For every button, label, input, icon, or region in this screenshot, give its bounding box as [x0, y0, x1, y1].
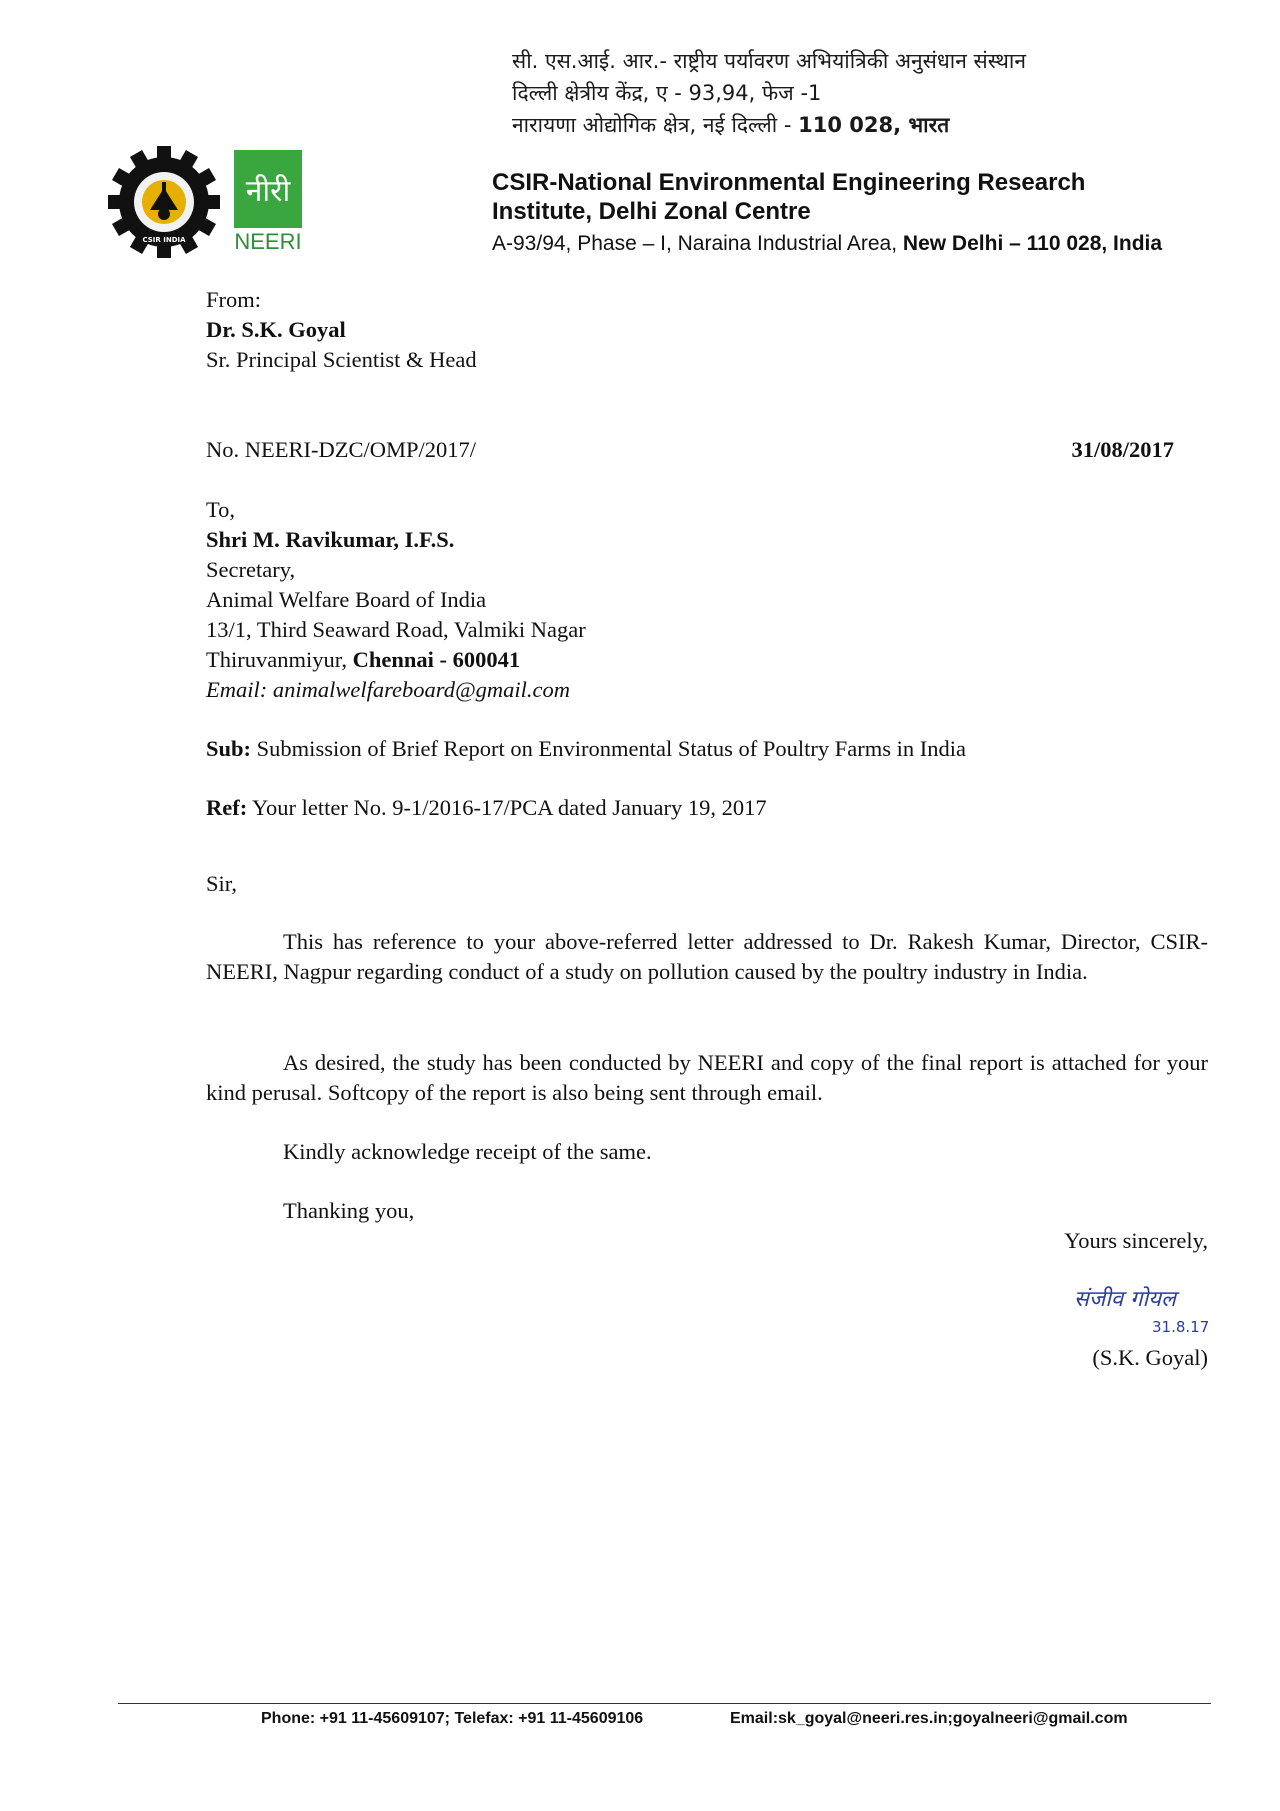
neeri-hindi-logo-text: नीरी [245, 173, 291, 209]
recipient-locality: Thiruvanmiyur, [206, 647, 347, 672]
letter-date: 31/08/2017 [1071, 437, 1174, 462]
ref-text: Your letter No. 9-1/2016-17/PCA dated January 19, 2017 [252, 795, 767, 820]
signatory-name: (S.K. Goyal) [1092, 1345, 1208, 1370]
salutation: Sir, [206, 871, 237, 896]
org-address-street: A-93/94, Phase – I, Naraina Industrial Area, [492, 232, 898, 255]
neeri-logo-text: NEERI [234, 229, 302, 254]
hindi-pin: 110 028, भारत [798, 113, 950, 137]
hindi-centre-line: दिल्ली क्षेत्रीय केंद्र, ए - 93,94, फेज -1 [512, 81, 822, 105]
handwritten-signature: संजीव गोयल [1074, 1287, 1176, 1312]
footer-divider [118, 1703, 1211, 1704]
recipient-email: Email: animalwelfareboard@gmail.com [206, 677, 570, 702]
sender-designation: Sr. Principal Scientist & Head [206, 347, 477, 372]
hindi-address-line [512, 110, 949, 141]
recipient-name: Shri M. Ravikumar, I.F.S. [206, 527, 455, 552]
org-name-line1: CSIR-National Environmental Engineering Research [492, 169, 1086, 196]
from-label: From: [206, 287, 262, 312]
recipient-title: Secretary, [206, 557, 296, 582]
org-address [492, 232, 1162, 256]
subject-line [206, 734, 966, 764]
letter-reference-number: No. NEERI-DZC/OMP/2017/ [206, 437, 476, 462]
body-paragraph-1: This has reference to your above-referred letter addressed to Dr. Rakesh Kumar, Director, CSIR-NEERI, Nagpur regarding conduct of a study on pollution caused by the poultry industry in India. [206, 929, 1208, 984]
body-paragraph-3: Kindly acknowledge receipt of the same. [283, 1139, 652, 1164]
ref-label: Ref: [206, 795, 248, 820]
hindi-address-text: नारायणा ओद्योगिक क्षेत्र, नई दिल्ली - [512, 113, 792, 137]
csir-logo-text: CSIR INDIA [142, 236, 186, 244]
org-address-city: New Delhi – 110 028, India [902, 232, 1163, 255]
org-name-line2: Institute, Delhi Zonal Centre [492, 198, 811, 225]
footer-phone: Phone: +91 11-45609107; Telefax: +91 11-45609106 [261, 1710, 644, 1727]
closing-line: Yours sincerely, [1064, 1228, 1208, 1253]
csir-gear-icon [108, 146, 220, 258]
subject-text: Submission of Brief Report on Environmental Status of Poultry Farms in India [256, 736, 966, 761]
to-label: To, [206, 497, 236, 522]
recipient-city: Chennai - 600041 [352, 647, 521, 672]
neeri-logo [234, 150, 302, 258]
recipient-org: Animal Welfare Board of India [206, 587, 487, 612]
sender-name: Dr. S.K. Goyal [206, 317, 346, 342]
body-paragraph-2: As desired, the study has been conducted by NEERI and copy of the final report is attached for your kind perusal. Softcopy of the report is also being sent through email. [206, 1050, 1208, 1105]
recipient-address-line1: 13/1, Third Seaward Road, Valmiki Nagar [206, 617, 586, 642]
thanking-line: Thanking you, [283, 1198, 415, 1223]
hindi-name-line: सी. एस.आई. आर.- राष्ट्रीय पर्यावरण अभियांत्रिकी अनुसंधान संस्थान [512, 49, 1027, 73]
csir-logo [108, 146, 220, 258]
subject-label: Sub: [206, 736, 252, 761]
footer-email: Email:sk_goyal@neeri.res.in;goyalneeri@gmail.com [730, 1710, 1128, 1727]
recipient-address-line2 [206, 645, 520, 675]
signature-date: 31.8.17 [1152, 1318, 1210, 1336]
ref-line [206, 793, 767, 823]
